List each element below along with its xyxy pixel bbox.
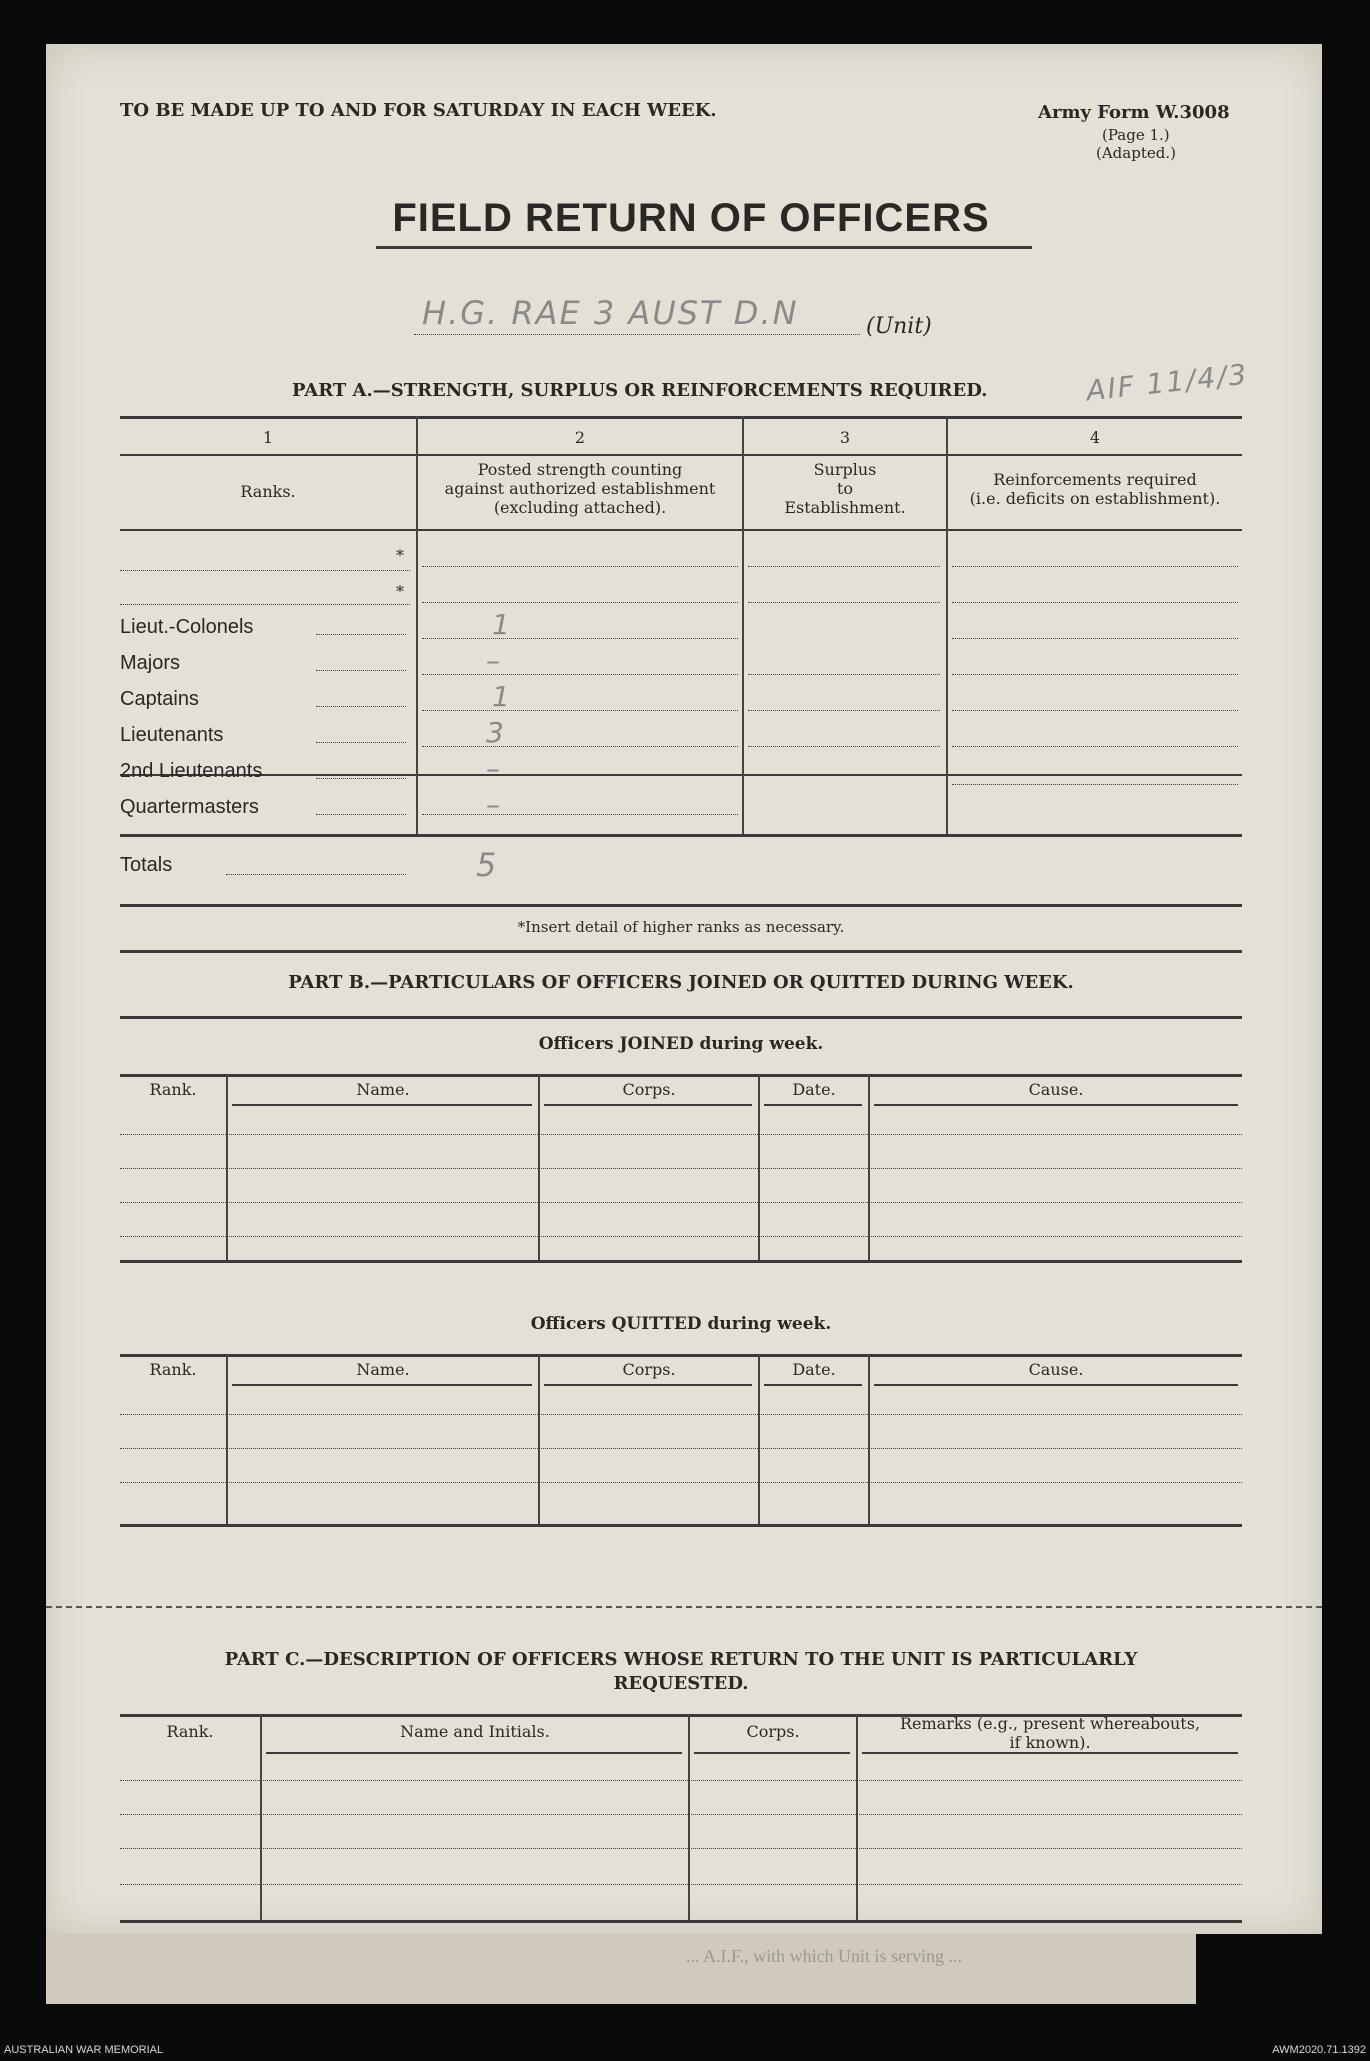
unit-label: (Unit): [866, 314, 932, 339]
rank-label: Majors: [120, 652, 181, 674]
quitted-title: Officers QUITTED during week.: [530, 1314, 832, 1334]
part-a-footnote: *Insert detail of higher ranks as necessary.: [517, 918, 845, 936]
col-reinf-header: Reinforcements required (i.e. deficits on establishment).: [969, 470, 1221, 508]
part-c-col-header: Name and Initials.: [400, 1722, 550, 1741]
part-b-heading: PART B.—PARTICULARS OF OFFICERS JOINED OR QUITTED DURING WEEK.: [288, 972, 1074, 993]
part-a-bottom-rule: [120, 834, 1242, 837]
footer-right: AWM2020.71.1392: [1272, 2044, 1366, 2056]
quitted-col-header: Date.: [792, 1360, 836, 1379]
rank-label: Quartermasters: [120, 796, 259, 818]
posted-value: –: [486, 752, 502, 785]
part-c-col-header: Corps.: [746, 1722, 800, 1741]
rank-label: Captains: [120, 688, 199, 710]
posted-value: –: [486, 788, 502, 821]
unit-handwriting: H.G. RAE 3 AUST D.N: [422, 294, 799, 332]
totals-label: Totals: [120, 854, 173, 876]
part-c-col-header: Rank.: [166, 1722, 214, 1741]
instruction-text: TO BE MADE UP TO AND FOR SATURDAY IN EACH WEEK.: [120, 100, 717, 121]
form-adapted: (Adapted.): [1096, 144, 1176, 162]
joined-col-header: Date.: [792, 1080, 836, 1099]
posted-value: 1: [492, 680, 512, 713]
underlying-page-text: ... A.I.F., with which Unit is serving ...: [686, 1946, 963, 1966]
form-sheet: [46, 44, 1322, 1934]
col-number-1: 1: [262, 428, 274, 447]
underlying-page: [46, 1934, 1196, 2004]
col-number-4: 4: [1089, 428, 1101, 447]
unit-dotted-line: [414, 334, 860, 335]
col-number-3: 3: [839, 428, 851, 447]
rank-label: Lieutenants: [120, 724, 224, 746]
part-c-remarks-header: Remarks (e.g., present whereabouts, if known).: [899, 1714, 1201, 1752]
part-a-top-rule: [120, 416, 1242, 419]
col-posted-header: Posted strength counting against authorized establishment (excluding attached).: [444, 460, 716, 517]
posted-value: 1: [492, 608, 512, 641]
totals-value: 5: [476, 846, 499, 884]
asterisk-2: *: [396, 582, 404, 601]
footer-left: AUSTRALIAN WAR MEMORIAL: [4, 2044, 164, 2056]
col-surplus-header: Surplus to Establishment.: [784, 460, 906, 517]
form-page: (Page 1.): [1102, 126, 1170, 144]
part-c-heading: PART C.—DESCRIPTION OF OFFICERS WHOSE RETURN TO THE UNIT IS PARTICULARLY REQUESTED.: [224, 1649, 1138, 1694]
col-ranks-header: Ranks.: [240, 482, 296, 501]
rank-label: 2nd Lieutenants: [120, 760, 263, 782]
asterisk-1: *: [396, 546, 404, 565]
posted-value: 3: [486, 716, 506, 749]
joined-col-header: Name.: [356, 1080, 410, 1099]
tear-line: [46, 1606, 1322, 1608]
col-number-2: 2: [574, 428, 586, 447]
joined-col-header: Cause.: [1028, 1080, 1084, 1099]
quitted-col-header: Corps.: [622, 1360, 676, 1379]
part-a-heading: PART A.—STRENGTH, SURPLUS OR REINFORCEMENTS REQUIRED.: [292, 380, 988, 401]
rank-label: Lieut.-Colonels: [120, 616, 254, 638]
joined-col-header: Corps.: [622, 1080, 676, 1099]
joined-title: Officers JOINED during week.: [538, 1034, 824, 1054]
quitted-col-header: Rank.: [149, 1360, 197, 1379]
quitted-col-header: Name.: [356, 1360, 410, 1379]
form-number: Army Form W.3008: [1038, 102, 1230, 123]
part-a-annotation: AIF 11/4/3: [1084, 357, 1250, 408]
posted-value: –: [486, 644, 502, 677]
page-title: FIELD RETURN OF OFFICERS: [392, 196, 990, 240]
joined-col-header: Rank.: [149, 1080, 197, 1099]
title-underline: [376, 246, 1032, 249]
quitted-col-header: Cause.: [1028, 1360, 1084, 1379]
